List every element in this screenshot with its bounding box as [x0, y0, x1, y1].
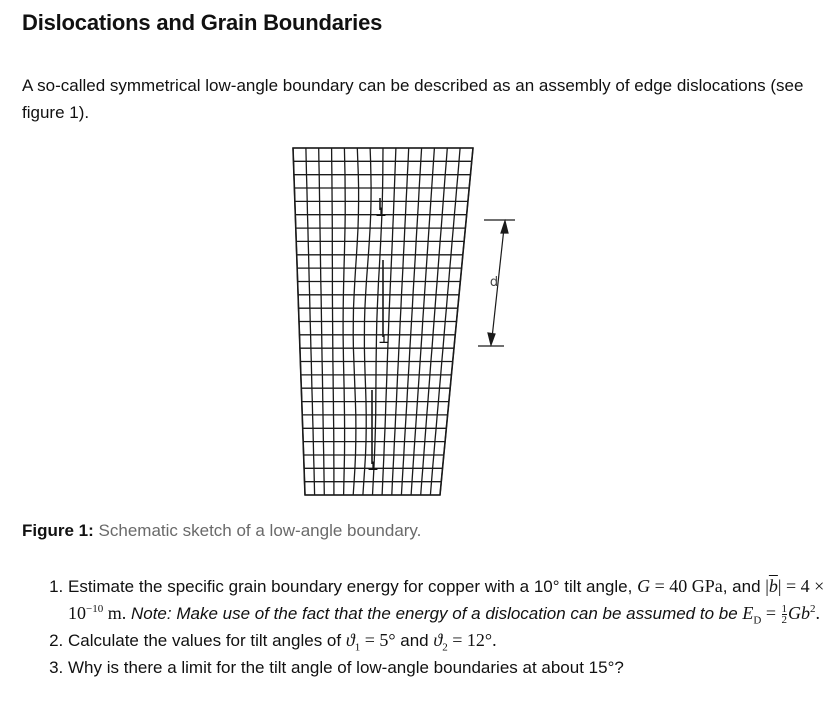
math-symbol: E: [742, 603, 754, 623]
dimension-arrow-top: [501, 221, 508, 233]
math-subscript: 2: [442, 641, 448, 654]
math-end: .: [815, 603, 821, 623]
math-subscript: D: [753, 614, 762, 627]
math-symbol: $\overline{b}$: [768, 576, 778, 596]
figure-caption: [22, 519, 421, 543]
figure-low-angle-boundary: [280, 140, 520, 505]
page-title: Dislocations and Grain Boundaries: [22, 10, 383, 35]
caption-label: Figure 1:: [22, 521, 94, 540]
task-1-text-cont: , and: [722, 577, 761, 596]
math-theta-1: [345, 630, 396, 654]
math-value: = 40 GPa: [650, 576, 723, 596]
task-2-text: Calculate the values for tilt angles of: [68, 631, 342, 650]
math-end: .: [492, 630, 497, 650]
math-unit: m.: [103, 603, 127, 623]
math-rhs: Gb: [788, 603, 811, 623]
math-exponent: 2: [810, 603, 816, 615]
math-equals: =: [761, 603, 781, 623]
task-item-2: [68, 627, 837, 654]
math-symbol: G: [637, 576, 651, 596]
math-shear-modulus: [637, 576, 723, 596]
dislocation-markers: [368, 205, 390, 473]
dislocation-symbol-3: ⊥: [367, 459, 379, 473]
task-2-and: and: [395, 631, 434, 650]
math-symbol: ϑ: [433, 630, 443, 650]
dislocation-symbol-1: ⊥: [375, 205, 387, 219]
math-value: = 5°: [360, 630, 396, 650]
math-value: = 12°: [447, 630, 493, 650]
grain-boundary-sketch: [280, 140, 520, 505]
math-theta-2: [433, 630, 497, 654]
math-fraction: [782, 604, 788, 625]
math-dislocation-energy: [742, 603, 821, 627]
task-3-text: Why is there a limit for the tilt angle of low-angle boundaries at about 15°?: [68, 658, 624, 677]
math-exponent: −10: [86, 603, 104, 615]
fraction-numerator: 1: [781, 603, 788, 616]
dimension-arrow-bottom: [488, 333, 495, 345]
task-1-text: Estimate the specific grain boundary energy for copper with a 10° tilt angle,: [68, 577, 633, 596]
lattice-grid: [293, 148, 473, 495]
math-symbol: ϑ: [345, 630, 355, 650]
fraction-denominator: 2: [781, 614, 788, 627]
math-value: = 4 × 10: [68, 576, 825, 623]
task-1-note: Note: Make use of the fact that the energy of a dislocation can be assumed to be: [130, 604, 738, 623]
dislocation-symbol-2: ⊥: [378, 332, 390, 346]
task-list: [22, 573, 837, 681]
math-subscript: 1: [354, 641, 361, 654]
intro-paragraph: A so-called symmetrical low-angle boundary can be described as an assembly of edge dislocations (see figure 1).: [22, 76, 804, 122]
math-burgers-vector: $|\overline{b}| = 4 \times 10^{-10}$ m.: [68, 576, 825, 623]
caption-text: Schematic sketch of a low-angle boundary.: [98, 521, 422, 540]
task-item-3: [68, 654, 837, 681]
task-item-1: [68, 573, 837, 627]
dimension-label-d: d: [489, 275, 499, 290]
